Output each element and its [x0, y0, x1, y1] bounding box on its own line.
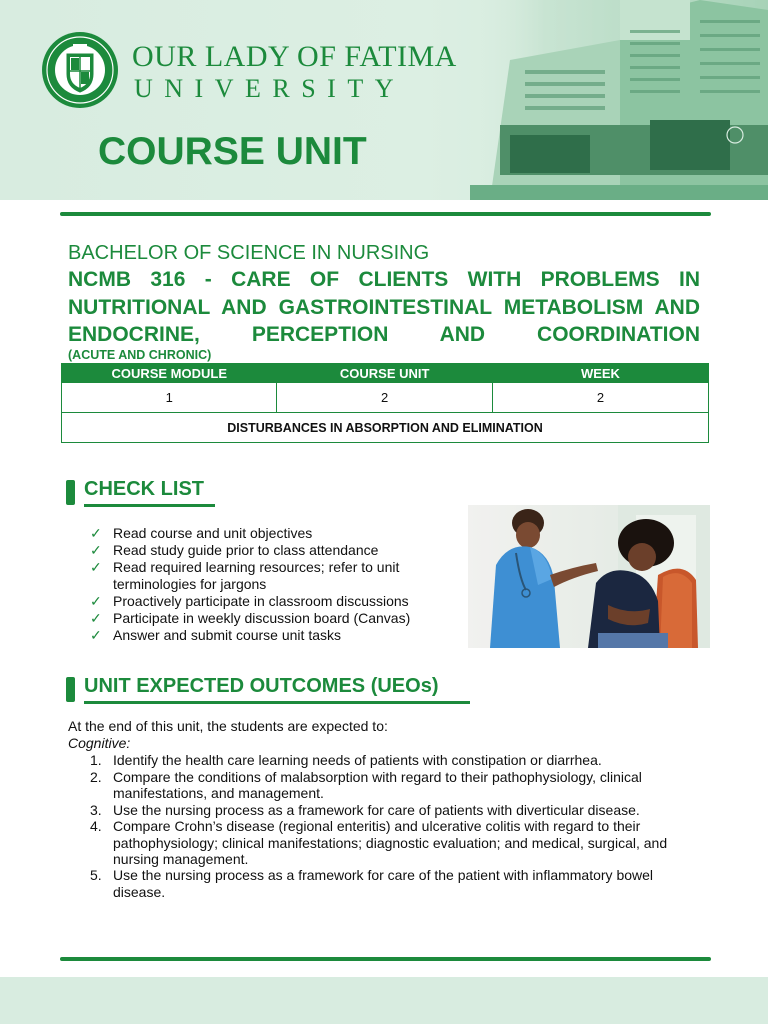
course-info-table: [61, 363, 709, 443]
list-item: [90, 559, 430, 593]
list-number: 4.: [90, 818, 102, 835]
list-item-text: Use the nursing process as a framework for care of patients with diverticular disease.: [113, 801, 640, 818]
list-item: [90, 752, 675, 768]
outcomes-intro: At the end of this unit, the students are expected to:: [68, 718, 388, 734]
check-icon: ✓: [90, 610, 102, 626]
nurse-patient-photo: [468, 505, 710, 648]
list-item-text: Proactively participate in classroom discussions: [113, 593, 409, 609]
table-row: [62, 413, 709, 443]
list-item: [90, 769, 675, 801]
list-item: [90, 593, 430, 610]
header-course-module: COURSE MODULE: [62, 364, 277, 383]
list-item: [90, 610, 430, 627]
list-item-text: Read study guide prior to class attendance: [113, 542, 379, 558]
list-number: 2.: [90, 768, 102, 785]
value-course-unit: 2: [277, 383, 492, 413]
top-divider: [60, 212, 711, 216]
unit-topic: DISTURBANCES IN ABSORPTION AND ELIMINATION: [62, 413, 709, 443]
check-icon: ✓: [90, 559, 102, 575]
list-item: [90, 542, 430, 559]
list-item-text: Answer and submit course unit tasks: [113, 627, 341, 643]
outcomes-heading-label: UNIT EXPECTED OUTCOMES (UEOs): [84, 675, 439, 697]
check-icon: ✓: [90, 525, 102, 541]
list-item: [90, 818, 675, 867]
list-item-text: Compare Crohn’s disease (regional enteritis) and ulcerative colitis with regard to their pathophysiology; clinical manifestations; diagnostic evaluation; and medical, surgical, and nursing management.: [113, 818, 668, 867]
list-item-text: Participate in weekly discussion board (Canvas): [113, 610, 411, 626]
university-name-line1: OUR LADY OF FATIMA: [132, 40, 457, 73]
university-building-image: [470, 0, 768, 200]
page-footer: [0, 977, 768, 1024]
check-icon: ✓: [90, 593, 102, 609]
university-seal-icon: [40, 30, 120, 110]
list-item-text: Identify the health care learning needs of patients with constipation or diarrhea.: [113, 752, 602, 768]
header-course-unit: COURSE UNIT: [277, 364, 492, 383]
header-week: WEEK: [492, 364, 708, 383]
university-name-line2: UNIVERSITY: [134, 74, 405, 103]
check-icon: ✓: [90, 627, 102, 643]
page-header: [0, 0, 768, 200]
checklist: [90, 525, 430, 644]
bottom-divider: [60, 957, 711, 961]
list-item: [90, 867, 675, 899]
course-subtitle: (ACUTE AND CHRONIC): [68, 348, 212, 362]
table-header-row: [62, 364, 709, 383]
section-marker: [66, 480, 75, 505]
check-icon: ✓: [90, 542, 102, 558]
section-underline: [84, 504, 215, 507]
program-name: BACHELOR OF SCIENCE IN NURSING: [68, 242, 430, 264]
list-item: [90, 802, 675, 818]
table-row: [62, 383, 709, 413]
list-number: 1.: [90, 752, 102, 768]
value-course-module: 1: [62, 383, 277, 413]
outcomes-category: Cognitive:: [68, 735, 131, 751]
outcomes-list: [90, 752, 675, 900]
list-item-text: Read required learning resources; refer to unit terminologies for jargons: [113, 559, 400, 592]
list-item-text: Use the nursing process as a framework for care of the patient with inflammatory bowel disease.: [113, 867, 654, 900]
section-marker: [66, 677, 75, 702]
checklist-heading-label: CHECK LIST: [84, 478, 204, 500]
list-item-text: Compare the conditions of malabsorption with regard to their pathophysiology, clinical manifestations, and management.: [113, 768, 642, 801]
list-number: 5.: [90, 867, 102, 884]
section-underline: [84, 701, 470, 704]
list-number: 3.: [90, 801, 102, 818]
document-type-title: COURSE UNIT: [98, 130, 367, 173]
list-item: [90, 627, 430, 644]
list-item: [90, 525, 430, 542]
list-item-text: Read course and unit objectives: [113, 525, 313, 541]
value-week: 2: [492, 383, 708, 413]
course-title: NCMB 316 - CARE OF CLIENTS WITH PROBLEMS IN NUTRITIONAL AND GASTROINTESTINAL METABOLISM AND ENDOCRINE, PERCEPTION AND COORDINATION: [68, 268, 700, 346]
